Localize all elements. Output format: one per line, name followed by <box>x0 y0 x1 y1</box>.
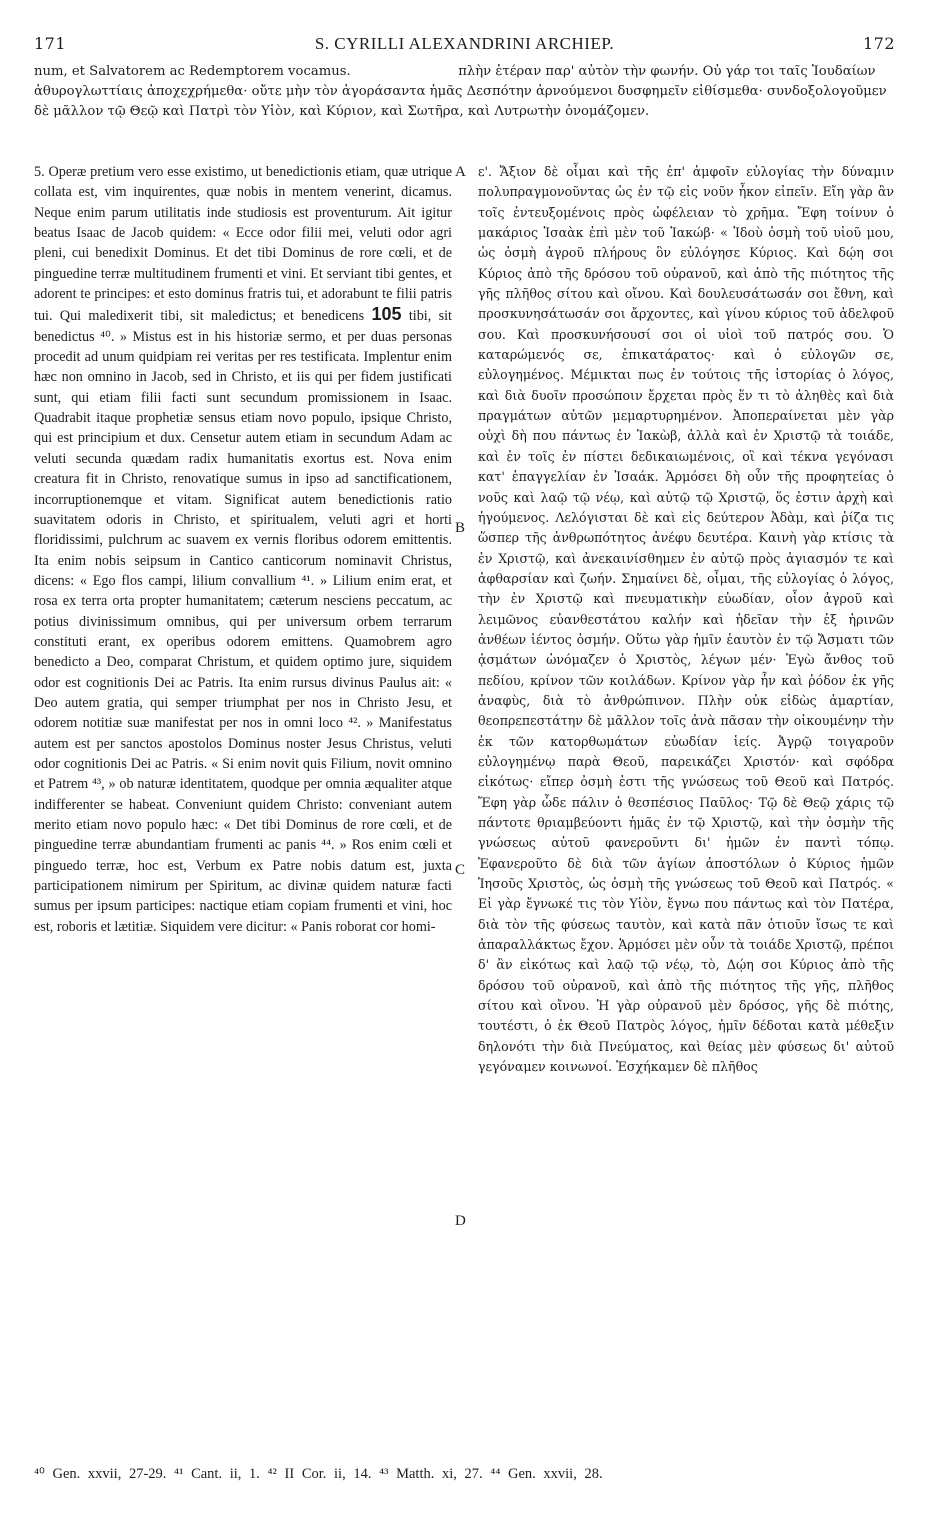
page-number-left: 171 <box>34 34 67 53</box>
latin-paragraph <box>34 162 452 937</box>
greek-fragment: πλὴν ἑτέραν παρ' αὐτὸν τὴν φωνήν. Οὐ γάρ τοι ταῖς Ἰουδαίων ἀθυρογλωττίαις ἀποχεχρήμεθα· οὔτε μὴν τὸν ἀγοράσαντα ἡμᾶς Δεσπότην ἀρνούμενοι δυσφημεῖν εἰθίσμεθα· συνδοξολογοῦμεν δὲ μᾶλλον τῷ Θεῷ καὶ Πατρὶ τὸν Υἱὸν, καὶ Κύριον, καὶ Σωτῆρα, καὶ Λυτρωτὴν ὀνομάζομεν. <box>34 64 887 120</box>
margin-letter-a: A <box>455 164 466 180</box>
greek-paragraph: ε'. Ἄξιον δὲ οἶμαι καὶ τῆς ἐπ' ἀμφοῖν εὐλογίας τὴν δύναμιν πολυπραγμονοῦντας ὡς ἐν τῷ εἰς νοῦν ἧκον εἰπεῖν. Εἴη γὰρ ἂν τοῖς ἐντευξομένοις πρὸς ὠφέλειαν τὸ χρῆμα. Ἔφη τοίνυν ὁ μακάριος Ἰσαὰκ ἐπὶ μὲν τοῦ Ἰακώβ· « Ἰδοὺ ὀσμὴ τοῦ υἱοῦ μου, ὡς ὀσμὴ ἀγροῦ πλήρους ὃν εὐλόγησε Κύριος. Καὶ δῴη σοι Κύριος ἀπὸ τῆς δρόσου τοῦ οὐρανοῦ, καὶ ἀπὸ τῆς πιότητος τῆς γῆς πλῆθος σίτου καὶ οἴνου. Καὶ δουλευσάτωσάν σοι ἔθνη, καὶ προσκυνησάτωσάν σοι ἄρχοντες, καὶ γίνου κύριος τοῦ ἀδελφοῦ σου. Καὶ προσκυνήσουσί σοι οἱ υἱοὶ τοῦ πατρός σου. Ὁ καταρώμενός σε, ἐπικατάρατος· καὶ ὁ εὐλογῶν σε, εὐλογημένος. Μέμικται πως ἐν τούτοις τῆς ἱστορίας ὁ λόγος, καὶ διὰ δυοῖν προσώποιν ἔρχεται πρὸς ἕν τι τὸ ἀληθὲς καὶ διὰ πραγμάτων αὐτῶν μεμαρτυρημένον. Ἀποπεραίνεται μὲν γὰρ οὐχὶ δὴ που πάντως ἐν Ἰακὼβ, ἀλλὰ καὶ ἐν Χριστῷ τὰ τοιάδε, καὶ ἐν τοῖς ἐν πίστει δεδικαιωμένοις, οἳ καὶ τέκνα γεγόνασι κατ' ἐπαγγελίαν ἐν Ἰσαάκ. Ἁρμόσει δὴ οὖν τῆς προφητείας ὁ νοῦς καὶ λαῷ τῷ νέῳ, καὶ αὐτῷ τῷ Χριστῷ, ὅς ἐστιν ἀρχὴ καὶ ἡγούμενος. Λελόγισται δὲ καὶ εἰς δεύτερον Ἀδὰμ, καὶ ῥίζα τις ὥσπερ τῆς ἀνθρωπότητος ἀνέφυ δευτέρα. Καινὴ γὰρ κτίσις τὰ ἐν Χριστῷ, καὶ ἀνεκαινίσθημεν ἐν αὐτῷ πρὸς ἁγιασμόν τε καὶ ἀφθαρσίαν καὶ ζωήν. Σημαίνει δὲ, οἶμαι, τῆς εὐλογίας ὁ λόγος, τὴν ἐν Χριστῷ καὶ πνευματικὴν εὐωδίαν, οἷον ἀγροῦ καὶ λειμῶνος εὐανθεστάτου καλήν καὶ ἡδεῖαν τὴν ἐξ ἠρινῶν ἀνθέων ἱέντος ὀσμήν. Οὕτω γὰρ ἡμῖν ἑαυτὸν ἐν τῷ Ἄσματι τῶν ᾀσμάτων ὠνόμαζεν ὁ Χριστὸς, λέγων μέν· Ἐγὼ ἄνθος τοῦ πεδίου, κρίνον τῶν κοιλάδων. Κρίνον γὰρ ἦν καὶ ῥόδον ἐκ γῆς ἀναφὺς, διὰ τὸ ἀνθρώπινον. Πλὴν οὐκ εἰδὼς ἁμαρτίαν, θεοπρεπεστάτην δὲ μᾶλλον τοῖς ἀνὰ πᾶσαν τὴν οἰκουμένην τὴν ἐκ τῶν κατορθωμάτων εὐωδίαν ἱείς. Ἀγρῷ τοιγαροῦν εὐλογημένῳ παρὰ Θεοῦ, παρεικάζει Χριστόν· καὶ σφόδρα εἰκότως· εἴπερ ὀσμὴ ἐστι τῆς γνώσεως τοῦ Θεοῦ καὶ Πατρός. Ἔφη γὰρ ὧδε πάλιν ὁ θεσπέσιος Παῦλος· Τῷ δὲ Θεῷ χάρις τῷ πάντοτε θριαμβεύοντι ἡμᾶς ἐν τῷ Χριστῷ, καὶ τὴν ὀσμὴν τῆς γνώσεως αὐτοῦ φανεροῦντι δι' ἡμῶν ἐν παντὶ τόπῳ. Ἐφανεροῦτο δὲ διὰ τῶν ἁγίων ἀποστόλων ὁ Κύριος ἡμῶν Ἰησοῦς Χριστὸς, ὡς ὀσμὴ τῆς γνώσεως τοῦ Θεοῦ καὶ Πατρός. « Εἰ γὰρ ἔγνωκέ τις τὸν Υἱὸν, ἔγνω που πάντως καὶ τὸν Πατέρα, διὰ τὸν τῆς φύσεως ταυτὸν, καὶ κατὰ πᾶν ὁτιοῦν ἴσως τε καὶ ἀπαραλλάκτως ἔχον. Ἁρμόσει μὲν οὖν τὰ τοιάδε Χριστῷ, πρέποι δ' ἂν εἰκότως καὶ λαῷ τῷ νέῳ, τὸ, Δῴη σοι Κύριος ἀπὸ τῆς δρόσου τοῦ οὐρανοῦ, καὶ ἀπὸ τῆς πιότητος τῆς γῆς, πλῆθος σίτου καὶ οἴνου. Ἡ γὰρ οὐρανοῦ μὲν δρόσος, γῆς δὲ πιότης, τουτέστι, ὁ ἐκ Θεοῦ Πατρὸς λόγος, ἡμῖν δέδοται κατὰ μέθεξιν δηλονότι τὴν διὰ Πνεύματος, καὶ θείας μὲν φύσεως δι' αὐτοῦ γεγόναμεν κοινωνοί. Ἐσχήκαμεν δὲ πλῆθος <box>478 164 894 1075</box>
page-number-right: 172 <box>862 34 895 53</box>
page-title: S. CYRILLI ALEXANDRINI ARCHIEP. <box>314 34 615 53</box>
margin-letter-d: D <box>455 1213 466 1229</box>
latin-column <box>34 162 452 937</box>
latin-text-part2: tibi, sit benedictus ⁴⁰. » Mistus est in his historiæ sermo, et per duas personas procedit ad unum quidpiam rei veritas per res testificata. Implentur enim hæc non omnino in Jacob, sed in Christo, et iis qui per fidem justificati sunt, qui etiam filii facti sunt secundum promissionem in Isaac. Quadrabit itaque prophetiæ sensus etiam novo populo, ipsique Christo, qui est principium et dux. Censetur autem etiam in secundum Adam ac veluti secunda quædam radix humanitatis exortus est. Nova enim creatura fit in Christo, renovatique sumus in ipso ad sanctificationem, incorruptionemque et vitam. Significat autem benedictionis ratio suavitatem odoris in Christo, et spiritualem, veluti agri et horti floridissimi, pulchrum ac suavem ex vernis floribus odorem emittentis. Ita enim nobis seipsum in Cantico canticorum nominavit Christus, dicens: « Ego flos campi, lilium convallium ⁴¹. » Lilium enim erat, et rosa ex terra orta propter humanitatem; cæterum nesciens peccatum, ac potius divinissimum omnibus, qui per universum orbem terrarum constituti erant, ex operibus odorem emittens. Quamobrem agro benedicto a Deo, comparat Christum, et quidem optimo jure, siquidem odor est cognitionis Dei ac Patris. Ita enim rursus divinus Paulus ait: « Deo autem gratia, qui semper triumphat per nos in Christo Jesu, et odorem notitiæ suæ manifestat per nos in omni loco ⁴². » Manifestatus autem est per sanctos apostolos Dominus noster Jesus Christus, veluti odor cognitionis Dei ac Patris. « Si enim novit quis Filium, novit omnino et Patrem ⁴³, » ob naturæ identitatem, quodque per omnia æqualiter atque indifferenter se habeat. Conveniunt quidem Christo: conveniant autem merito etiam novo populo hæc: « Det tibi Dominus de rore cœli, et de pinguedine terræ abundantiam frumenti ac panis ⁴⁴. » Ros enim cœli et pinguedo terræ, hoc est, Verbum ex Patre nobis datum est, juxta participationem nimirum per Spiritum, ac divinæ quidem naturæ facti sumus per ipsum participes: nactique etiam copiam frumenti et vini, hoc est, roboris et lætitiæ. Siquidem vere dicitur: « Panis roborat cor homi- <box>34 308 452 935</box>
column-number: 105 <box>371 304 402 325</box>
latin-text-part1: 5. Operæ pretium vero esse existimo, ut benedictionis etiam, quæ utrique collata est, vim inquirentes, quæ nobis in mentem venerint, dicamus. Neque enim parum utilitatis inde studiosis est proventurum. Ait igitur beatus Isaac de Jacob quidem: « Ecce odor filii mei, veluti odor agri pleni, cui benedixit Dominus. Et det tibi Dominus de rore cœli, et de pinguedine terræ multitudinem frumenti et vini. Et serviant tibi gentes, et adorent te principes: et esto dominus fratris tui, et adorabunt te filii patris tui. Qui maledixerit tibi, sit maledictus; et benedicens <box>34 164 452 325</box>
latin-fragment: num, et Salvatorem ac Redemptorem vocamus. <box>34 64 351 79</box>
running-head <box>34 34 895 60</box>
greek-column <box>478 162 894 1077</box>
intro-lines <box>34 62 895 123</box>
footnotes: ⁴⁰ Gen. xxvii, 27-29. ⁴¹ Cant. ii, 1. ⁴² II Cor. ii, 14. ⁴³ Matth. xi, 27. ⁴⁴ Gen. xxvii, 28. <box>34 1466 603 1482</box>
margin-letter-b: B <box>455 520 466 536</box>
margin-letter-c: C <box>455 862 466 878</box>
